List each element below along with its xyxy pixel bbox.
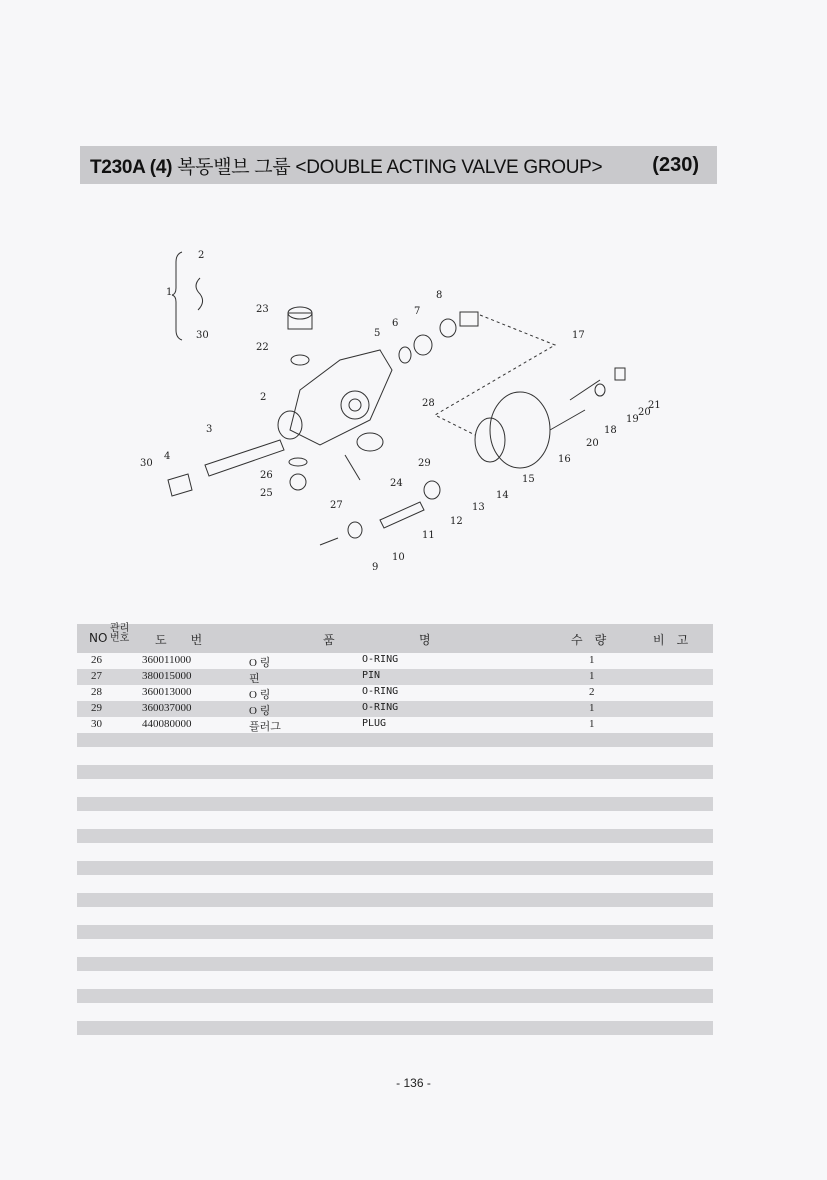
cell-no: 26: [91, 654, 102, 666]
part-8: [460, 312, 478, 326]
table-row: [77, 717, 713, 733]
callout: 15: [522, 474, 535, 485]
cell-name-english: O-RING: [362, 702, 399, 713]
washer-19: [595, 384, 605, 396]
callout: 19: [626, 414, 639, 425]
callout: 2: [260, 392, 267, 403]
part-5: [399, 347, 411, 363]
callout: 13: [472, 502, 485, 513]
spring-10: [348, 522, 362, 538]
callout: 25: [260, 488, 273, 499]
callout: 7: [414, 306, 421, 317]
page-number: - 136 -: [396, 1076, 431, 1090]
cell-part-number: 360037000: [142, 702, 192, 714]
spool-11: [380, 502, 424, 528]
callout: 20: [638, 407, 651, 418]
empty-row-band: [77, 733, 713, 747]
callout: 4: [164, 451, 171, 462]
bolt-18: [550, 410, 585, 430]
callout: 24: [390, 478, 403, 489]
cell-name-english: O-RING: [362, 654, 399, 665]
oring-29: [357, 433, 383, 451]
header-remark: 비 고: [653, 633, 689, 647]
pin-27: [345, 455, 360, 480]
callout: 3: [206, 424, 213, 435]
cell-part-number: 440080000: [142, 718, 192, 730]
empty-row-band: [77, 797, 713, 811]
cell-qty: 1: [589, 654, 595, 666]
table-row: [77, 701, 713, 717]
callout: 2: [198, 250, 205, 261]
callout: 11: [422, 530, 435, 541]
cell-name-english: PLUG: [362, 718, 387, 729]
callout: 23: [256, 304, 269, 315]
cell-no: 28: [91, 686, 102, 698]
callout: 28: [422, 398, 435, 409]
callout: 30: [140, 458, 153, 469]
exploded-parts-diagram: [130, 240, 670, 580]
cell-qty: 1: [589, 670, 595, 682]
cover-16: [490, 392, 550, 468]
cell-qty: 1: [589, 702, 595, 714]
legend-bracket: [172, 252, 182, 340]
empty-row-band: [77, 893, 713, 907]
oring-26: [289, 458, 307, 466]
callout: 20: [586, 438, 599, 449]
empty-row-band: [77, 829, 713, 843]
valve-port: [341, 391, 369, 419]
empty-row-band: [77, 1021, 713, 1035]
legend-squiggle: [196, 278, 203, 310]
pin-9: [320, 538, 338, 545]
part-oring-22: [291, 355, 309, 365]
group-number: (230): [652, 153, 699, 176]
parts-table: [77, 624, 713, 1035]
page-title: [90, 152, 602, 179]
cell-part-number: 360011000: [142, 654, 192, 666]
callout: 30: [196, 330, 209, 341]
cell-part-number: 380015000: [142, 670, 192, 682]
header-name-1: 품: [323, 633, 335, 647]
spring-13: [424, 481, 440, 499]
header-no: NO: [89, 631, 108, 645]
cell-name-english: O-RING: [362, 686, 399, 697]
title-english: <DOUBLE ACTING VALVE GROUP>: [295, 156, 603, 178]
cell-name-korean: O 링: [249, 657, 271, 669]
empty-row-band: [77, 861, 713, 875]
valve-port-inner: [349, 399, 361, 411]
header-drawing-no: 도 번: [155, 633, 203, 647]
part-7: [440, 319, 456, 337]
model-code: T230A (4): [90, 156, 173, 178]
empty-row-band: [77, 765, 713, 779]
plug-25: [290, 474, 306, 490]
callout: 16: [558, 454, 571, 465]
cell-name-korean: 핀: [249, 673, 260, 685]
nut-21: [615, 368, 625, 380]
empty-row-band: [77, 925, 713, 939]
cell-part-number: 360013000: [142, 686, 192, 698]
callout: 26: [260, 470, 273, 481]
cell-no: 27: [91, 670, 102, 682]
callout: 10: [392, 552, 405, 563]
callout: 14: [496, 490, 509, 501]
callout: 18: [604, 425, 617, 436]
table-row: [77, 669, 713, 685]
callout: 27: [330, 500, 343, 511]
callout: 22: [256, 342, 269, 353]
header-mgmt-no: 관리 번호: [110, 623, 130, 644]
callout: 9: [372, 562, 379, 573]
cell-name-english: PIN: [362, 670, 381, 681]
dashed-guide: [435, 315, 555, 435]
callout: 17: [572, 330, 585, 341]
part-6: [414, 335, 432, 355]
cell-name-korean: O 링: [249, 705, 271, 717]
plug-30: [168, 474, 192, 496]
header-qty: 수 량: [571, 633, 607, 647]
title-korean: 복동밸브 그룹: [177, 156, 291, 178]
empty-row-band: [77, 957, 713, 971]
callout: 29: [418, 458, 431, 469]
cell-no: 30: [91, 718, 102, 730]
part-plug-body: [288, 313, 312, 329]
callout: 12: [450, 516, 463, 527]
table-row: [77, 653, 713, 669]
cell-qty: 1: [589, 718, 595, 730]
header-name-2: 명: [419, 633, 431, 647]
cell-no: 29: [91, 702, 102, 714]
table-header: [77, 624, 713, 653]
valve-side-port: [278, 411, 302, 439]
callout: 8: [436, 290, 443, 301]
cell-name-korean: O 링: [249, 689, 271, 701]
callout: 21: [648, 400, 661, 411]
table-row: [77, 685, 713, 701]
cell-qty: 2: [589, 686, 595, 698]
empty-row-band: [77, 989, 713, 1003]
callout: 6: [392, 318, 399, 329]
callout: 1: [166, 287, 173, 298]
diagram-svg: [130, 240, 670, 580]
callout: 5: [374, 328, 381, 339]
title-bar: [80, 146, 717, 184]
cell-name-korean: 플러그: [249, 721, 281, 733]
